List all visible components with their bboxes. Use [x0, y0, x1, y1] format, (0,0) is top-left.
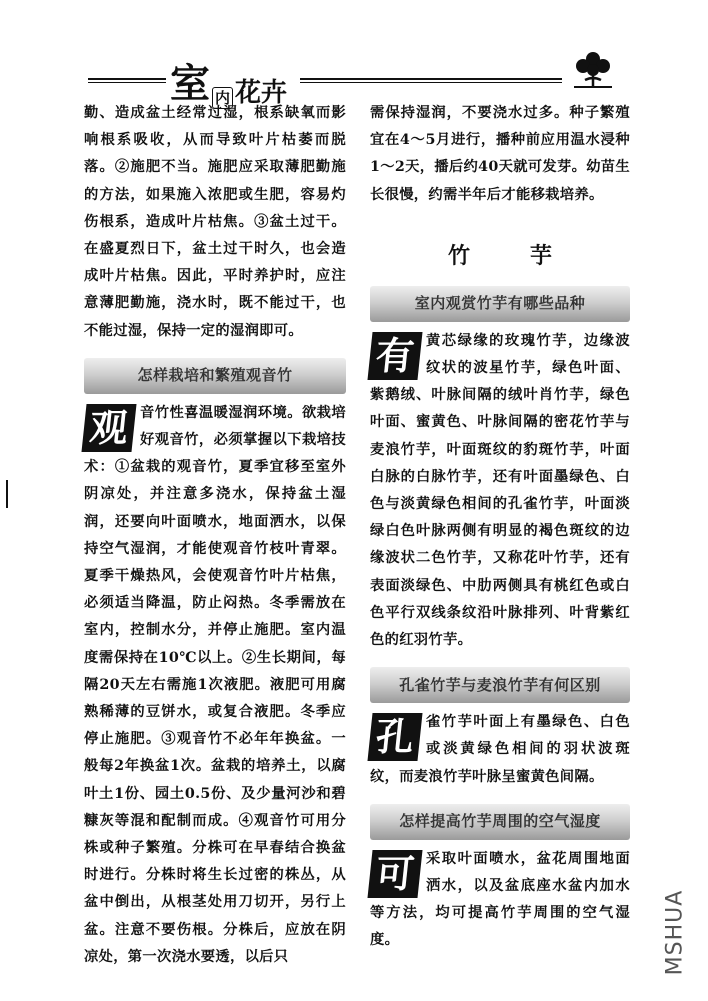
flower-icon	[570, 50, 616, 90]
paragraph-text: 音竹性喜温暖湿润环境。欲栽培好观音竹，必须掌握以下栽培技术：①盆栽的观音竹，夏季宜移至室外阴凉处，并注意多浇水，保持盆土湿润，还要向叶面喷水，地面洒水，以保持空气湿润，才能使观音竹枝叶青翠。夏季干燥热风，会使观音竹叶片枯焦，必须适当降温，防止闷热。冬季需放在室内，控制水分，并停止施肥。室内温度需保持在10℃以上。②生长期间，每隔20天左右需施1次液肥。液肥可用腐熟稀薄的豆饼水，或复合液肥。冬季应停止施肥。③观音竹不必年年换盆。一般每2年换盆1次。盆栽的培养土，以腐叶土1份、园土0.5份、及少量河沙和碧糠灰等混和配制而成。④观音竹可用分株或种子繁殖。分株可在早春结合换盆时进行。分株时将生长过密的株丛，从盆中倒出，从根茎处用刀切开，另行上盆。注意不要伤根。分株后，应放在阴凉处，第一次浇水要透，以后只	[84, 404, 346, 965]
watermark-text: MSHUA	[662, 889, 688, 976]
paragraph-text: 黄芯绿缘的玫瑰竹芋，边缘波纹状的波星竹芋，绿色叶面、紫鹅绒、叶脉间隔的绒叶肖竹芋，绿色叶面、蜜黄色、叶脉间隔的密花竹芋与麦浪竹芋，叶面斑纹的豹斑竹芋，叶面白脉的白脉竹芋，还有叶面墨绿色、白色与淡黄绿色相间的孔雀竹芋，叶面淡绿白色叶脉两侧有明显的褐色斑纹的边缘波状二色竹芋，又称花叶竹芋，还有表面淡绿色、中肋两侧具有桃红色或白色平行双线条纹沿叶脉排列、叶背紫红色的红羽竹芋。	[370, 332, 630, 649]
section-title-zhuyu: 竹芋	[447, 242, 612, 269]
heading-text: 怎样栽培和繁殖观音竹	[137, 366, 293, 385]
header-rule-right	[300, 78, 562, 83]
varieties-paragraph	[370, 328, 630, 654]
header-title-big: 室	[170, 61, 210, 107]
heading-bar-difference	[370, 667, 630, 703]
humidity-paragraph	[370, 846, 630, 955]
page-header	[0, 0, 708, 108]
heading-text: 怎样提高竹芋周围的空气湿度	[399, 812, 601, 831]
heading-text: 室内观赏竹芋有哪些品种	[414, 294, 586, 313]
paragraph-text: 采取叶面喷水，盆花周围地面洒水，以及盆底座水盆内加水等方法，均可提高竹芋周围的空气湿度。	[370, 850, 630, 949]
heading-bar-humidity	[370, 804, 630, 840]
heading-text: 孔雀竹芋与麦浪竹芋有何区别	[399, 675, 601, 694]
right-column	[370, 100, 630, 955]
heading-bar-guanyinzhu	[84, 358, 346, 394]
heading-bar-varieties	[370, 286, 630, 322]
paragraph-text: 雀竹芋叶面上有墨绿色、白色或淡黄绿色相间的羽状波斑纹，而麦浪竹芋叶脉呈蜜黄色间隔。	[370, 714, 630, 785]
header-rule-left	[88, 78, 166, 83]
left-main-paragraph	[84, 400, 346, 971]
left-column	[84, 100, 346, 971]
margin-mark	[6, 480, 8, 508]
dropcap-you: 有	[367, 332, 422, 380]
watermark	[662, 880, 702, 990]
dropcap-kong: 孔	[367, 713, 422, 761]
right-intro-paragraph: 需保持湿润，不要浇水过多。种子繁殖宜在4～5月进行，播种前应用温水浸种1～2天，播后约40天就可发芽。幼苗生长很慢，约需半年后才能移栽培养。	[370, 105, 630, 203]
header-title-rest: 花卉	[235, 78, 288, 108]
header-title-boxed: 内	[212, 87, 233, 109]
left-intro-paragraph: 勤、造成盆土经常过湿，根系缺氧而影响根系吸收，从而导致叶片枯萎而脱落。②施肥不当。施肥应采取薄肥勤施的方法，如果施入浓肥或生肥，容易灼伤根系，造成叶片枯焦。③盆土过干。在盛夏烈日下，盆土过干时久，也会造成叶片枯焦。因此，平时养护时，应注意薄肥勤施，浇水时，既不能过干，也不能过湿，保持一定的湿润即可。	[84, 105, 346, 339]
dropcap-ke: 可	[367, 850, 422, 898]
dropcap-guan: 观	[81, 404, 136, 452]
difference-paragraph	[370, 709, 630, 791]
